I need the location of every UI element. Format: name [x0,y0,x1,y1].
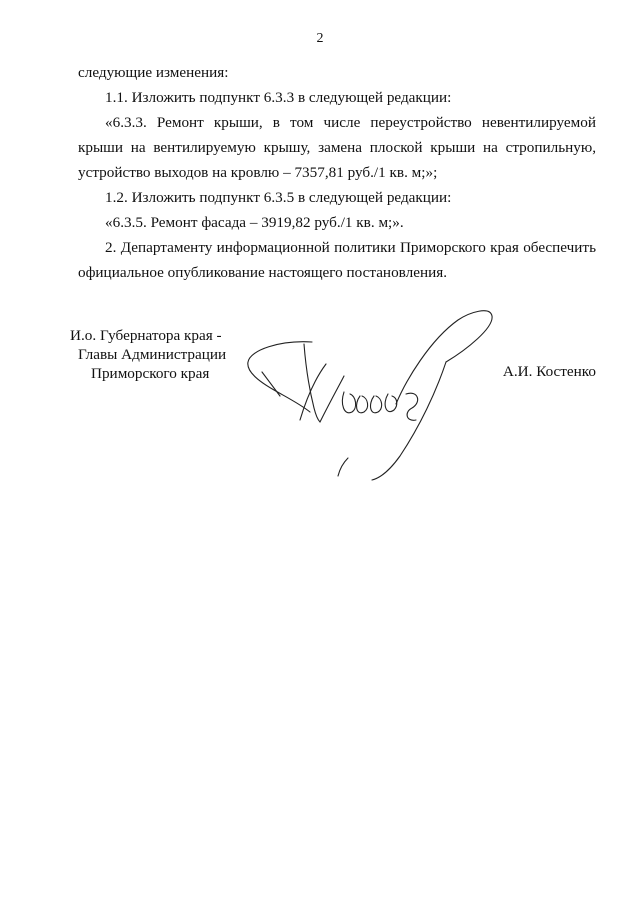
handwritten-signature-icon [240,300,500,490]
paragraph-6-3-5: «6.3.5. Ремонт фасада – 3919,82 руб./1 кв. м;». [105,214,404,231]
paragraph-1-1: 1.1. Изложить подпункт 6.3.3 в следующей редакции: [105,89,452,106]
paragraph-6-3-3: «6.3.3. Ремонт крыши, в том числе переустройство невентилируемой крыши на вентилируемую крышу, замена плоской крыши на стропильную, устройство выходов на кровлю – 7357,81 руб./1 кв. м;»; [78,114,596,181]
signatory-title [70,326,240,383]
paragraph-2: 2. Департаменту информационной политики Приморского края обеспечить официальное опубликование настоящего постановления. [78,239,596,281]
page-number: 2 [316,31,324,46]
paragraph-intro: следующие изменения: [78,64,229,81]
document-body [78,60,596,285]
signatory-title-line: Приморского края [91,365,210,382]
signatory-title-line: И.о. Губернатора края - [70,327,222,344]
signatory-title-line: Главы Администрации [78,346,227,363]
signatory-name: А.И. Костенко [502,363,596,380]
paragraph-1-2: 1.2. Изложить подпункт 6.3.5 в следующей редакции: [105,189,452,206]
